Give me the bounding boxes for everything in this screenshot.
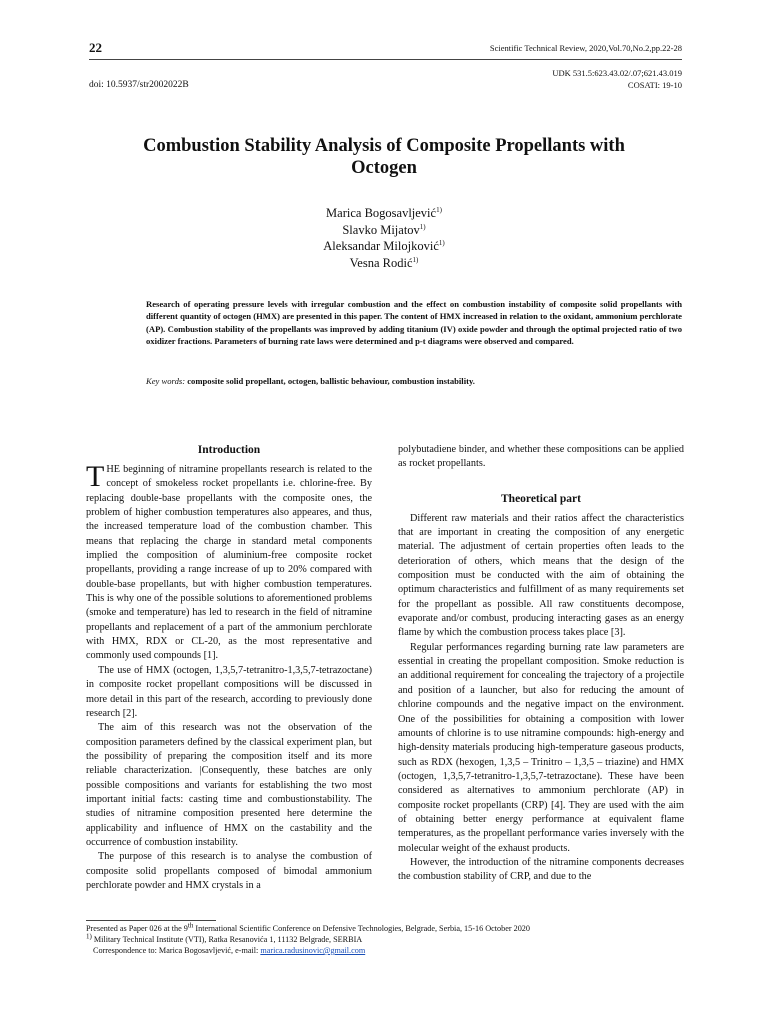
email-link[interactable]: marica.radusinovic@gmail.com bbox=[260, 946, 366, 955]
author: Slavko Mijatov$^{1)}$ bbox=[342, 222, 426, 237]
journal-reference: Scientific Technical Review, 2020,Vol.70,No.2,pp.22-28 bbox=[489, 43, 682, 53]
author: Marica Bogosavljević$^{1)}$ bbox=[326, 205, 442, 220]
paper-title: Combustion Stability Analysis of Composite Propellants with Octogen bbox=[143, 136, 625, 178]
author-list bbox=[0, 205, 768, 271]
author: Aleksandar Milojković$^{1)}$ bbox=[323, 238, 445, 253]
footnote-correspondence: Correspondence to: Marica Bogosavljević, e-mail: marica.radusinovic@gmail.com bbox=[93, 946, 366, 955]
paragraph: Regular performances regarding burning rate law parameters are essential in creating the propellant composition. Smoke reduction is an additional requirement for concealing the trajectory of a projectile and position of a launcher, but also for reducing the amount of chlorine compounds and the negative impact on the environment. One of the possibilities for obtaining a composition with lower amounts of chlorine is to use nitramine compounds: high-energy and high-density materials producing high-temperature gaseous products, such as RDX (hexogen, 1,3,5 – Trinitro – 1,3,5 – triazine) and HMX (octogen, 1,3,5,7-tetranitro-1,3,5,7-tetrazoctane). These have been considered as alternatives to ammonium perchlorate (AP) in composite rocket propellants (CRP) [4]. They are used with the aim of obtaining better energy performance at equivalent flame temperatures, as the propellant performance varies inversely with the molecular weight of the exhaust products. bbox=[398, 641, 684, 854]
left-column bbox=[86, 443, 372, 893]
keywords bbox=[146, 376, 682, 386]
udk-code: UDK 531.5:623.43.02/.07;621.43.019 bbox=[552, 68, 682, 78]
abstract: Research of operating pressure levels with irregular combustion and the effect on combustion instability of composite solid propellants with different quantity of octogen (HMX) are presented in this paper. The content of HMX increased in relation to the oxidant, ammonium perchlorate (AP). Combustion stability of the propellants was improved by adding titanium (IV) oxide powder and through the optimal projected ratio of two oxidizer fractions. Parameters of burning rate laws were determined and p-t diagrams were observed and compared. bbox=[146, 299, 682, 347]
right-column bbox=[398, 443, 684, 885]
keywords-text: composite solid propellant, octogen, ballistic behaviour, combustion instability. bbox=[187, 376, 475, 386]
author: Vesna Rodić$^{1)}$ bbox=[349, 255, 419, 270]
footnote-rule bbox=[86, 920, 216, 921]
footnote-presented: Presented as Paper 026 at the 9th International Scientific Conference on Defensive Technologies, Belgrade, Serbia, 15-16 October 2020 bbox=[86, 921, 530, 933]
page-number: 22 bbox=[89, 40, 102, 55]
paragraph: However, the introduction of the nitramine components decreases the combustion stability of CRP, and due to the bbox=[398, 856, 684, 883]
paragraph: The use of HMX (octogen, 1,3,5,7-tetranitro-1,3,5,7-tetrazoctane) in composite rocket propellant compositions will be discussed in more detail in this part of the research, according to previously done research [2]. bbox=[86, 664, 372, 719]
keywords-label: Key words: bbox=[146, 376, 186, 386]
theoretical-part-heading: Theoretical part bbox=[501, 492, 581, 505]
introduction-heading: Introduction bbox=[197, 444, 261, 456]
paragraph: The purpose of this research is to analyse the combustion of composite solid propellants composed of bimodal ammonium perchlorate powder and HMX crystals in a bbox=[86, 851, 372, 891]
doi: doi: 10.5937/str2002022B bbox=[89, 80, 189, 90]
paragraph: The aim of this research was not the observation of the composition parameters defined by the classical experiment plan, but the possibility of preparing the composition itself and its more reliable characterization. |Consequently, these batches are only possible compositions and variants for establishing the two most important initial facts: casting time and combustionstability. The studies of nitramine composition presented here determine the applicability and influence of HMX on the castability and the occurrence of combustion instability. bbox=[86, 722, 372, 848]
footnotes bbox=[86, 923, 686, 956]
paragraph: Different raw materials and their ratios affect the characteristics that are important in creating the composition of any energetic material. The adjustment of certain properties often leads to the deterioration of others, which means that the design of the composition must be conducted with the aim of obtaining the optimum characteristics and fulfillment of as many requirements set for the propellant as possible. All raw constituents decompose, evaporate and/or combust, producing interacting gases as an energy flame by which the combustion process takes place [3]. bbox=[398, 512, 684, 639]
cosati-code: COSATI: 19-10 bbox=[627, 80, 682, 90]
paragraph: THE beginning of nitramine propellants research is related to the concept of smokeless rocket propellants i.e. chlorine-free. By replacing double-base propellants with the composite ones, the problem of higher combustion temperatures also appeares, and thus, the increased temperature load of the combustion chamber. This means that replacing the charge in standard metal components implied the composition of aluminium-free composite rocket propellants, providing a range increase of up to 20% compared with double-base propellants, but with higher combustion temperatures. This is why one of the possible solutions to aforementioned problems (smoke and temperature) has led to research in the field of nitramine propellants and replacement of a part of the ammonium perchlorate with HMX, RDX or CL-20, as the most representative and commonly used compounds [1]. bbox=[86, 460, 372, 662]
header-rule bbox=[89, 59, 682, 60]
drop-cap: T bbox=[86, 460, 105, 493]
footnote-affiliation: $^{1)}$ Military Technical Institute (VTI), Ratka Resanovića 1, 11132 Belgrade, SERBIA bbox=[86, 932, 363, 944]
paragraph: polybutadiene binder, and whether these compositions can be applied as rocket propellants. bbox=[398, 444, 684, 470]
